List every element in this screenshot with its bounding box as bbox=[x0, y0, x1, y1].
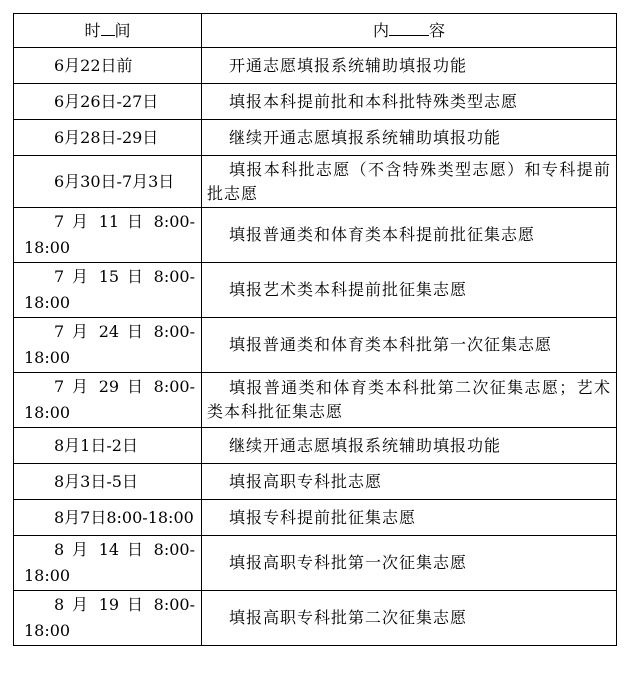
time-cell: 7 月 11 日 8:00-18:00 bbox=[14, 208, 202, 263]
header-time-char-2: 间 bbox=[114, 20, 131, 40]
table-row bbox=[14, 84, 617, 120]
time-cell: 7 月 15 日 8:00-18:00 bbox=[14, 263, 202, 318]
time-cell: 8月3日-5日 bbox=[14, 464, 202, 500]
content-cell: 填报本科批志愿（不含特殊类型志愿）和专科提前批志愿 bbox=[202, 156, 617, 208]
content-cell: 填报普通类和体育类本科批第二次征集志愿；艺术类本科批征集志愿 bbox=[202, 373, 617, 428]
time-cell: 6月30日-7月3日 bbox=[14, 156, 202, 208]
time-cell: 6月28日-29日 bbox=[14, 120, 202, 156]
content-cell: 开通志愿填报系统辅助填报功能 bbox=[202, 48, 617, 84]
time-cell: 6月26日-27日 bbox=[14, 84, 202, 120]
table-row bbox=[14, 464, 617, 500]
schedule-table bbox=[13, 13, 617, 646]
content-cell: 填报高职专科批第一次征集志愿 bbox=[202, 536, 617, 591]
time-cell: 7 月 29 日 8:00-18:00 bbox=[14, 373, 202, 428]
table-row bbox=[14, 536, 617, 591]
table-row bbox=[14, 48, 617, 84]
time-cell: 8 月 14 日 8:00-18:00 bbox=[14, 536, 202, 591]
header-row bbox=[14, 14, 617, 48]
content-cell: 填报艺术类本科提前批征集志愿 bbox=[202, 263, 617, 318]
table-row bbox=[14, 500, 617, 536]
content-cell: 填报本科提前批和本科批特殊类型志愿 bbox=[202, 84, 617, 120]
table-row bbox=[14, 120, 617, 156]
header-time-gap bbox=[101, 35, 115, 36]
table-row bbox=[14, 208, 617, 263]
content-cell: 继续开通志愿填报系统辅助填报功能 bbox=[202, 428, 617, 464]
header-content-gap bbox=[389, 35, 429, 36]
content-cell: 填报专科提前批征集志愿 bbox=[202, 500, 617, 536]
time-cell: 6月22日前 bbox=[14, 48, 202, 84]
table-row bbox=[14, 263, 617, 318]
header-content bbox=[202, 14, 617, 48]
time-cell: 8月1日-2日 bbox=[14, 428, 202, 464]
content-cell: 填报高职专科批第二次征集志愿 bbox=[202, 591, 617, 646]
header-time-char-1: 时 bbox=[84, 20, 101, 40]
header-time bbox=[14, 14, 202, 48]
table-row bbox=[14, 373, 617, 428]
time-cell: 7 月 24 日 8:00-18:00 bbox=[14, 318, 202, 373]
header-content-char-2: 容 bbox=[429, 20, 446, 40]
content-cell: 继续开通志愿填报系统辅助填报功能 bbox=[202, 120, 617, 156]
table-row bbox=[14, 318, 617, 373]
table-row bbox=[14, 591, 617, 646]
table-row bbox=[14, 156, 617, 208]
table-row bbox=[14, 428, 617, 464]
time-cell: 8月7日8:00-18:00 bbox=[14, 500, 202, 536]
header-content-char-1: 内 bbox=[372, 20, 389, 40]
content-cell: 填报普通类和体育类本科提前批征集志愿 bbox=[202, 208, 617, 263]
time-cell: 8 月 19 日 8:00-18:00 bbox=[14, 591, 202, 646]
content-cell: 填报高职专科批志愿 bbox=[202, 464, 617, 500]
content-cell: 填报普通类和体育类本科批第一次征集志愿 bbox=[202, 318, 617, 373]
